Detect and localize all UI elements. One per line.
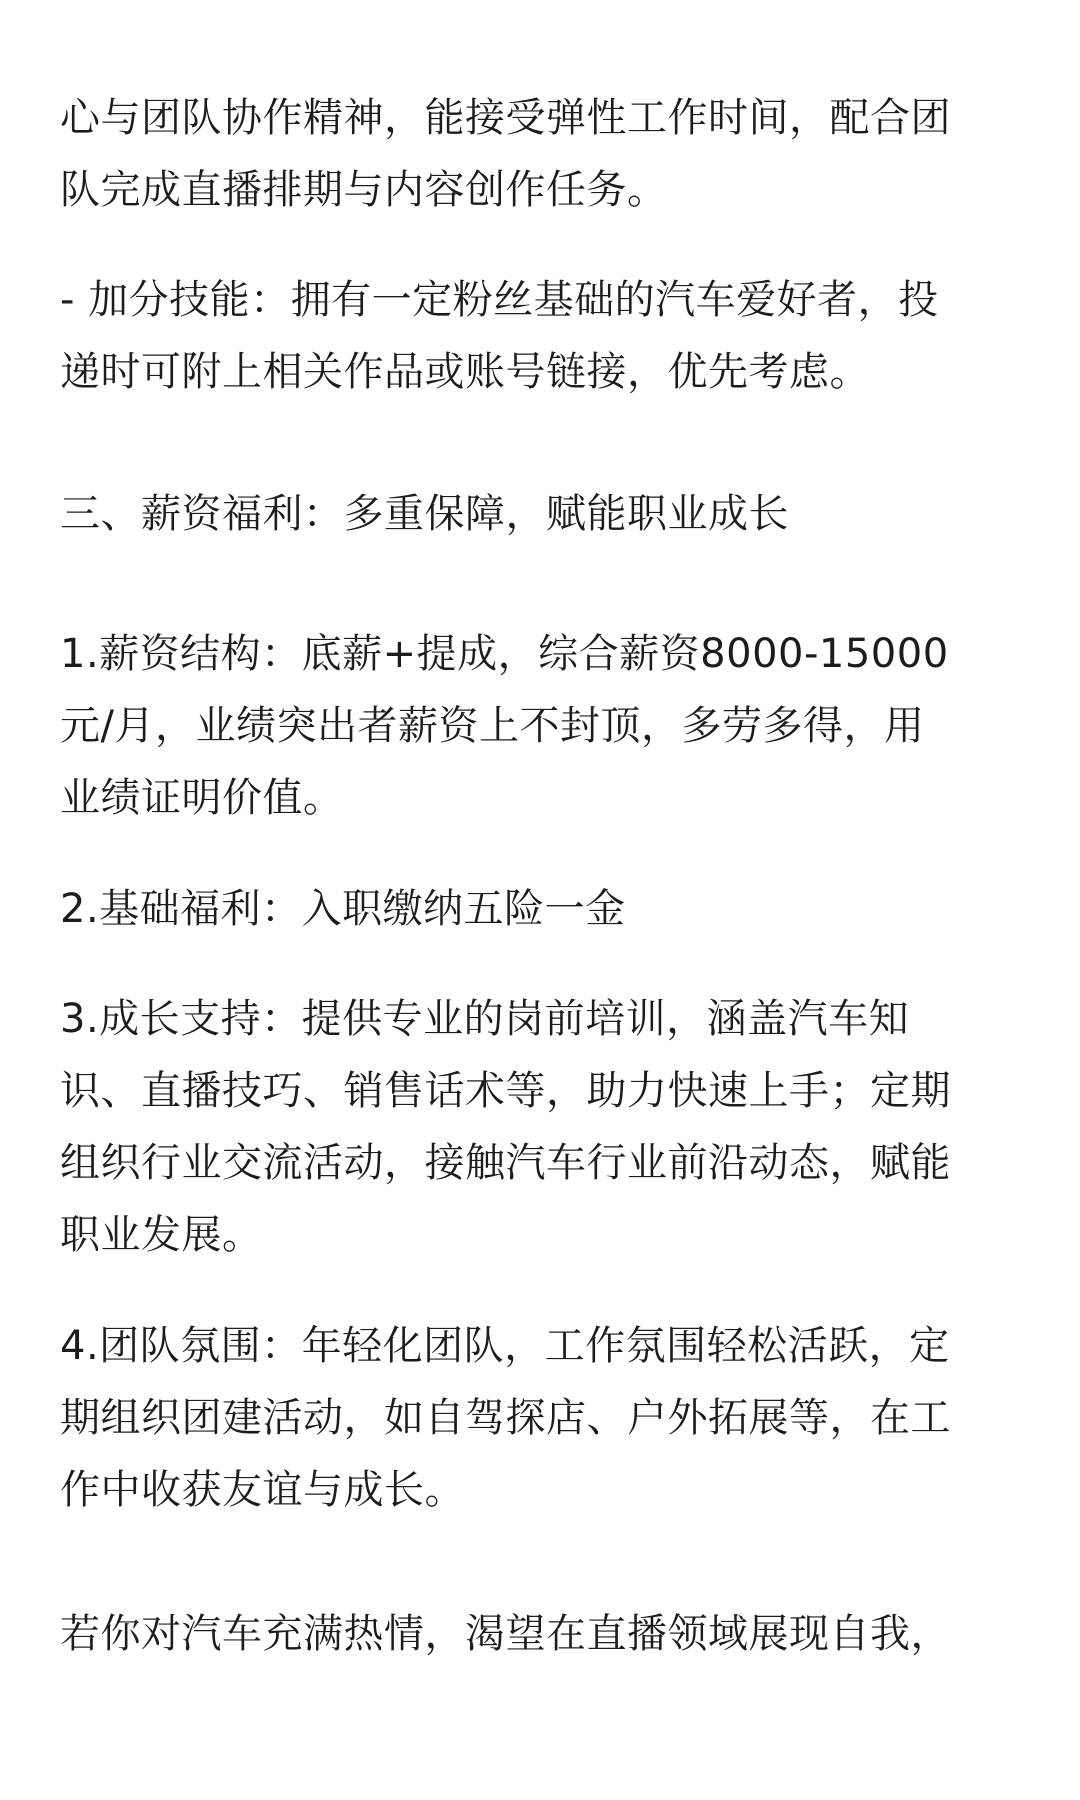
text-line: 心与团队协作精神，能接受弹性工作时间，配合团 xyxy=(60,95,951,141)
text-line: 业绩证明价值。 xyxy=(60,775,344,821)
text-line: 组织行业交流活动，接触汽车行业前沿动态，赋能 xyxy=(60,1140,951,1186)
salary-structure-line: 1.薪资结构：底薪+提成，综合薪资8000-15000 xyxy=(60,631,949,677)
team-atmosphere-line: 4.团队氛围：年轻化团队，工作氛围轻松活跃，定 xyxy=(60,1323,950,1369)
text-line: 递时可附上相关作品或账号链接，优先考虑。 xyxy=(60,349,870,395)
basic-benefits-line: 2.基础福利：入职缴纳五险一金 xyxy=(60,886,626,932)
text-line: 期组织团建活动，如自驾探店、户外拓展等，在工 xyxy=(60,1395,951,1441)
text-line: 识、直播技巧、销售话术等，助力快速上手；定期 xyxy=(60,1068,951,1114)
section-heading: 三、薪资福利：多重保障，赋能职业成长 xyxy=(60,491,789,537)
bonus-skills-line: - 加分技能：拥有一定粉丝基础的汽车爱好者，投 xyxy=(60,277,939,323)
text-line: 职业发展。 xyxy=(60,1212,263,1258)
text-line: 元/月，业绩突出者薪资上不封顶，多劳多得，用 xyxy=(60,703,925,749)
closing-line: 若你对汽车充满热情，渴望在直播领域展现自我， xyxy=(60,1611,951,1657)
growth-support-line: 3.成长支持：提供专业的岗前培训，涵盖汽车知 xyxy=(60,996,910,1042)
text-line: 队完成直播排期与内容创作任务。 xyxy=(60,167,668,213)
text-line: 作中收获友谊与成长。 xyxy=(60,1467,465,1513)
